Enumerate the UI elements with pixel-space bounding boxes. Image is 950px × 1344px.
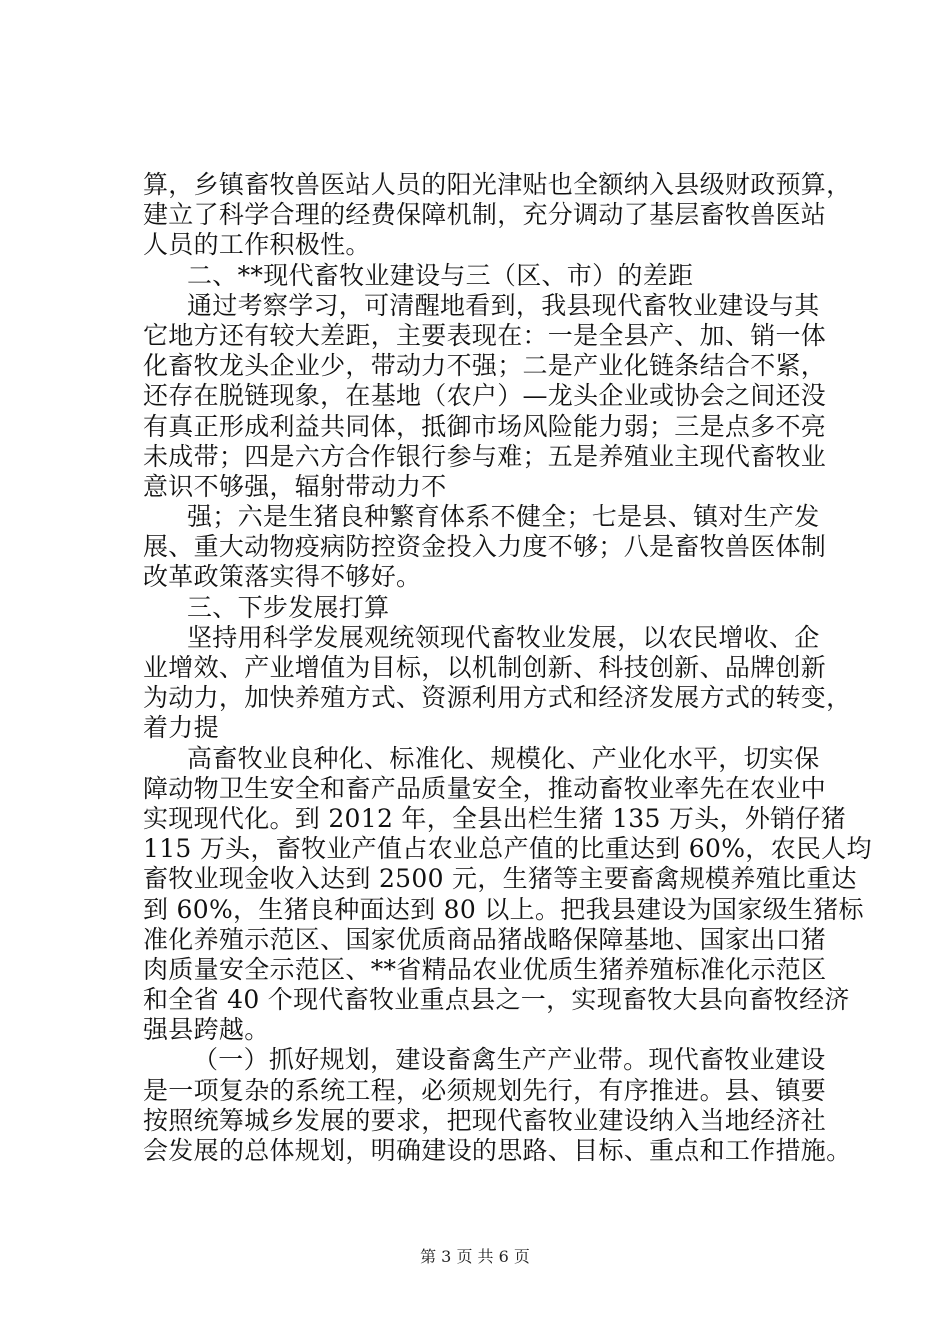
text-line: 业增效、产业增值为目标，以机制创新、科技创新、品牌创新 (143, 653, 827, 682)
text-line: 强；六是生猪良种繁育体系不健全；七是县、镇对生产发 (187, 502, 820, 532)
text-line: 改革政策落实得不够好。 (143, 562, 422, 592)
text-line: 和全省 40 个现代畜牧业重点县之一，实现畜牧大县向畜牧经济 (143, 985, 850, 1015)
text-line: 115 万头，畜牧业产值占农业总产值的比重达到 60%，农民人均 (143, 834, 872, 864)
text-line: 高畜牧业良种化、标准化、规模化、产业化水平，切实保 (187, 743, 820, 773)
text-line: 算，乡镇畜牧兽医站人员的阳光津贴也全额纳入县级财政预算， (143, 170, 852, 199)
text-line: 坚持用科学发展观统领现代畜牧业发展，以农民增收、企 (187, 622, 820, 652)
document-body (143, 170, 872, 1166)
text-line: 有真正形成利益共同体，抵御市场风险能力弱；三是点多不亮 (143, 411, 827, 441)
text-line: 建立了科学合理的经费保障机制，充分调动了基层畜牧兽医站 (143, 200, 827, 230)
text-line: 是一项复杂的系统工程，必须规划先行，有序推进。县、镇要 (143, 1075, 827, 1105)
text-line: 展、重大动物疫病防控资金投入力度不够；八是畜牧兽医体制 (143, 532, 827, 562)
text-line: 为动力，加快养殖方式、资源利用方式和经济发展方式的转变， (143, 683, 852, 713)
subsection-heading: （一）抓好规划，建设畜禽生产产业带。现代畜牧业建设 (193, 1045, 826, 1075)
text-line: 还存在脱链现象，在基地（农户）—龙头企业或协会之间还没 (143, 381, 827, 411)
section-heading: 二、**现代畜牧业建设与三（区、市）的差距 (187, 260, 694, 290)
text-line: 着力提 (143, 713, 219, 743)
text-line: 它地方还有较大差距，主要表现在：一是全县产、加、销一体 (143, 320, 827, 350)
text-line: 肉质量安全示范区、**省精品农业优质生猪养殖标准化示范区 (143, 954, 827, 984)
text-line: 到 60%，生猪良种面达到 80 以上。把我县建设为国家级生猪标 (143, 894, 864, 924)
text-line: 未成带；四是六方合作银行参与难；五是养殖业主现代畜牧业 (143, 441, 827, 471)
text-line: 障动物卫生安全和畜产品质量安全，推动畜牧业率先在农业中 (143, 773, 827, 803)
text-line: 会发展的总体规划，明确建设的思路、目标、重点和工作措施。 (143, 1136, 852, 1165)
text-line: 实现现代化。到 2012 年，全县出栏生猪 135 万头，外销仔猪 (143, 803, 847, 833)
text-line: 化畜牧龙头企业少，带动力不强；二是产业化链条结合不紧， (143, 351, 827, 381)
text-line: 通过考察学习，可清醒地看到，我县现代畜牧业建设与其 (187, 290, 820, 320)
text-line: 强县跨越。 (143, 1015, 270, 1045)
page-number-footer: 第 3 页 共 6 页 (420, 1247, 530, 1266)
text-line: 畜牧业现金收入达到 2500 元，生猪等主要畜禽规模养殖比重达 (143, 864, 857, 894)
text-line: 人员的工作积极性。 (143, 230, 371, 260)
text-line: 准化养殖示范区、国家优质商品猪战略保障基地、国家出口猪 (143, 924, 827, 954)
text-line: 按照统筹城乡发展的要求，把现代畜牧业建设纳入当地经济社 (143, 1105, 827, 1135)
text-line: 意识不够强，辐射带动力不 (143, 471, 447, 501)
section-heading: 三、下步发展打算 (187, 592, 390, 622)
